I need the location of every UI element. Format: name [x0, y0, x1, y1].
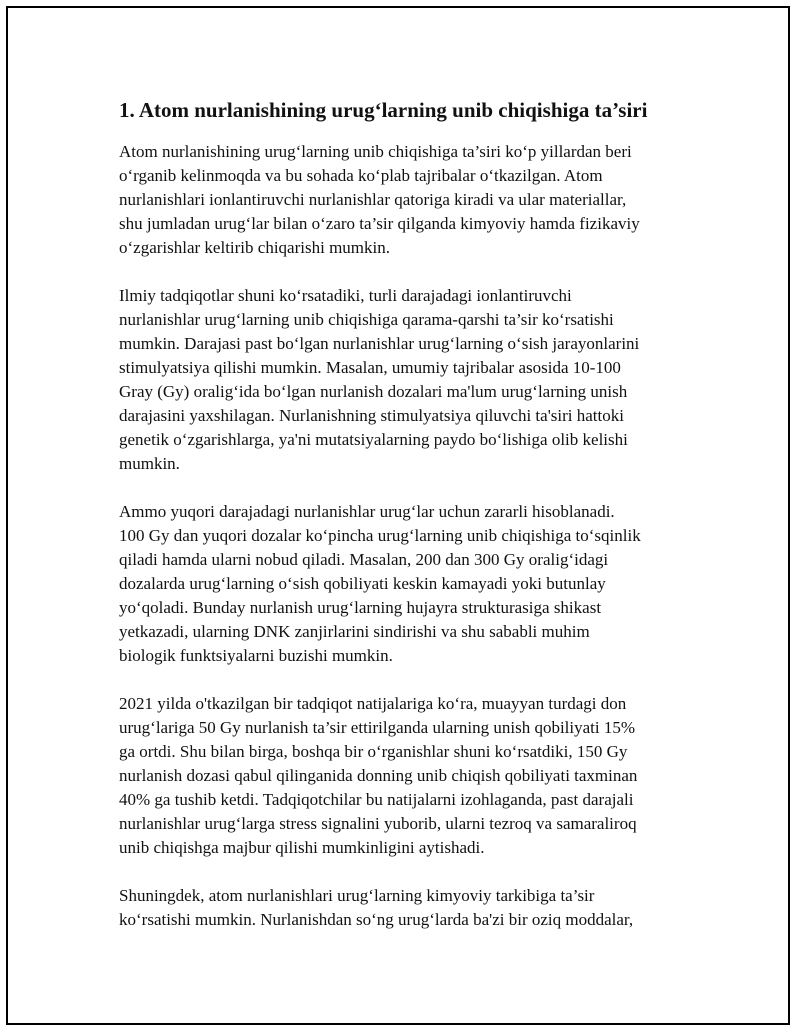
text-line: o‘zgarishlar keltirib chiqarishi mumkin.: [119, 238, 390, 257]
text-line: dozalarda urug‘larning o‘sish qobiliyati keskin kamayadi yoki butunlay: [119, 574, 606, 593]
text-line: nurlanish dozasi qabul qilinganida donning unib chiqish qobiliyati taxminan: [119, 766, 638, 785]
text-line: nurlanishlari ionlantiruvchi nurlanishlar qatoriga kiradi va ular materiallar,: [119, 190, 627, 209]
text-line: mumkin.: [119, 454, 180, 473]
text-line: Atom nurlanishining urug‘larning unib chiqishiga ta’siri ko‘p yillardan beri: [119, 142, 632, 161]
text-line: Ammo yuqori darajadagi nurlanishlar urug‘lar uchun zararli hisoblanadi.: [119, 502, 615, 521]
paragraph-3: [119, 500, 694, 668]
text-line: unib chiqishga majbur qilishi mumkinligini aytishadi.: [119, 838, 485, 857]
text-line: darajasini yaxshilagan. Nurlanishning stimulyatsiya qiluvchi ta'siri hattoki: [119, 406, 624, 425]
text-line: qiladi hamda ularni nobud qiladi. Masalan, 200 dan 300 Gy oralig‘idagi: [119, 550, 609, 569]
text-line: Shuningdek, atom nurlanishlari urug‘larning kimyoviy tarkibiga ta’sir: [119, 886, 595, 905]
section-heading: 1. Atom nurlanishining urug‘larning unib chiqishiga ta’siri: [119, 98, 648, 122]
paragraph-4: [119, 692, 694, 860]
text-line: biologik funktsiyalarni buzishi mumkin.: [119, 646, 393, 665]
text-line: mumkin. Darajasi past bo‘lgan nurlanishlar urug‘larning o‘sish jarayonlarini: [119, 334, 640, 353]
text-line: Gray (Gy) oralig‘ida bo‘lgan nurlanish dozalari ma'lum urug‘larning unish: [119, 382, 628, 401]
text-line: shu jumladan urug‘lar bilan o‘zaro ta’sir qilganda kimyoviy hamda fizikaviy: [119, 214, 640, 233]
text-line: yo‘qoladi. Bunday nurlanish urug‘larning hujayra strukturasiga shikast: [119, 598, 602, 617]
text-line: ga ortdi. Shu bilan birga, boshqa bir o‘rganishlar shuni ko‘rsatdiki, 150 Gy: [119, 742, 628, 761]
text-line: nurlanishlar urug‘larning unib chiqishiga qarama-qarshi ta’sir ko‘rsatishi: [119, 310, 614, 329]
paragraph-1: [119, 140, 694, 260]
paragraph-2: [119, 284, 694, 476]
text-line: o‘rganib kelinmoqda va bu sohada ko‘plab tajribalar o‘tkazilgan. Atom: [119, 166, 603, 185]
text-line: 2021 yilda o'tkazilgan bir tadqiqot natijalariga ko‘ra, muayyan turdagi don: [119, 694, 627, 713]
text-line: stimulyatsiya qilishi mumkin. Masalan, umumiy tajribalar asosida 10-100: [119, 358, 621, 377]
text-line: genetik o‘zgarishlarga, ya'ni mutatsiyalarning paydo bo‘lishiga olib kelishi: [119, 430, 628, 449]
text-line: 40% ga tushib ketdi. Tadqiqotchilar bu natijalarni izohlaganda, past darajali: [119, 790, 634, 809]
document-body: [119, 96, 694, 956]
paragraph-5: [119, 884, 694, 932]
text-line: yetkazadi, ularning DNK zanjirlarini sindirishi va shu sababli muhim: [119, 622, 590, 641]
text-line: Ilmiy tadqiqotlar shuni ko‘rsatadiki, turli darajadagi ionlantiruvchi: [119, 286, 572, 305]
text-line: 100 Gy dan yuqori dozalar ko‘pincha urug‘larning unib chiqishiga to‘sqinlik: [119, 526, 641, 545]
text-line: nurlanishlar urug‘larga stress signalini yuborib, ularni tezroq va samaraliroq: [119, 814, 637, 833]
text-line: urug‘lariga 50 Gy nurlanish ta’sir ettirilganda ularning unish qobiliyati 15%: [119, 718, 636, 737]
text-line: ko‘rsatishi mumkin. Nurlanishdan so‘ng urug‘larda ba'zi bir oziq moddalar,: [119, 910, 634, 929]
